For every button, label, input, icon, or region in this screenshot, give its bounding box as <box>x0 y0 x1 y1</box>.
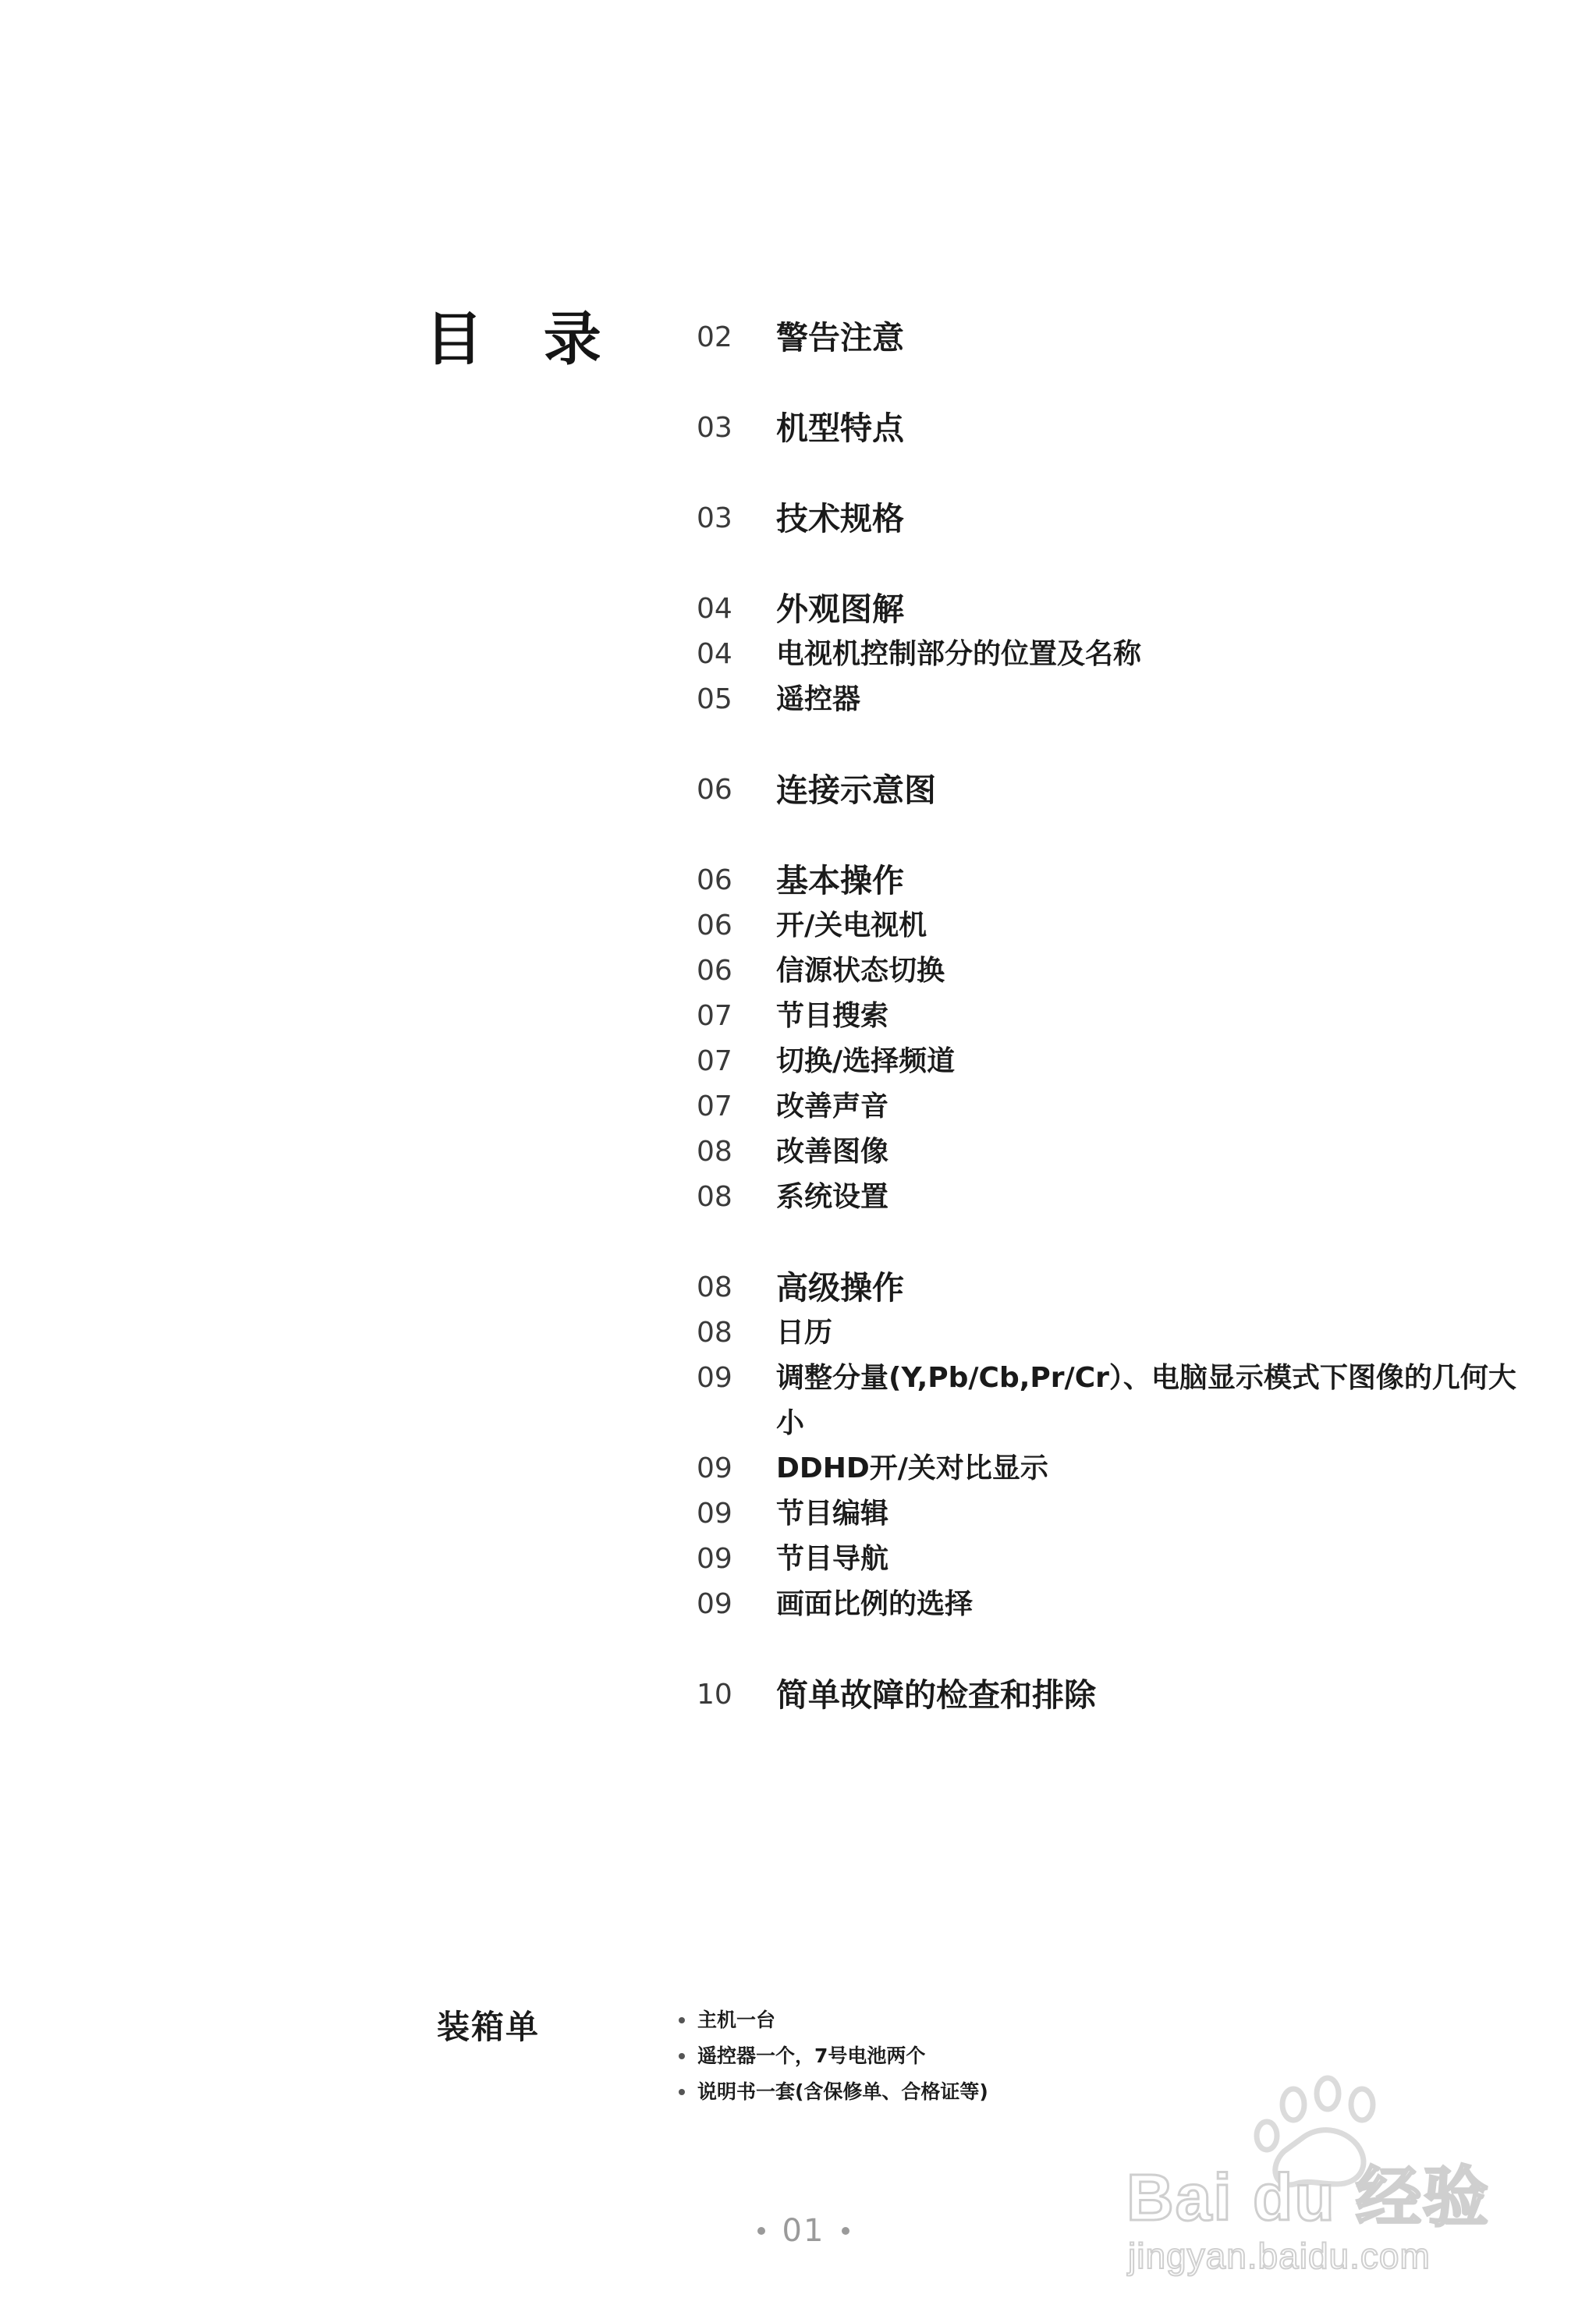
toc-entry-title: 节目导航 <box>776 1543 889 1575</box>
toc-page-number: 02 <box>697 321 732 353</box>
toc-page-number: 06 <box>697 955 732 987</box>
toc-list <box>697 315 1539 1718</box>
toc-entry <box>697 632 1539 677</box>
watermark-brand-text: Bai du 经验 <box>1126 2161 1491 2234</box>
packing-item-text: 说明书一套(含保修单、合格证等) <box>697 2080 988 2103</box>
toc-entry <box>697 1537 1539 1582</box>
toc-page-number: 03 <box>697 502 732 534</box>
toc-entry-title: 外观图解 <box>776 590 904 628</box>
page-footer <box>725 2207 881 2254</box>
toc-page-number: 06 <box>697 864 732 896</box>
toc-entry-title: 日历 <box>776 1317 833 1349</box>
toc-page-number: 05 <box>697 683 732 715</box>
toc-entry-title: 系统设置 <box>776 1181 889 1213</box>
toc-page-number: 03 <box>697 412 732 444</box>
toc-entry-title: 连接示意图 <box>776 771 936 809</box>
toc-heading: 目 录 <box>425 306 622 373</box>
toc-entry <box>697 949 1539 994</box>
toc-entry-title: DDHD开/关对比显示 <box>776 1452 1048 1484</box>
toc-entry <box>697 1084 1539 1129</box>
toc-page-number: 08 <box>697 1317 732 1349</box>
toc-entry-title: 机型特点 <box>776 410 904 447</box>
toc-entry-title: 遥控器 <box>776 683 861 715</box>
toc-page-number: 06 <box>697 774 732 806</box>
toc-entry <box>697 1129 1539 1175</box>
bullet-icon <box>679 2053 685 2059</box>
toc-page-number: 09 <box>697 1498 732 1530</box>
dot-icon <box>757 2227 765 2235</box>
toc-page-number: 09 <box>697 1588 732 1620</box>
toc-entry <box>697 677 1539 722</box>
bullet-icon <box>679 2089 685 2095</box>
toc-page-number: 06 <box>697 910 732 942</box>
bullet-icon <box>679 2017 685 2023</box>
toc-page-number: 09 <box>697 1452 732 1484</box>
toc-entry <box>697 1039 1539 1084</box>
toc-entry <box>697 858 1539 903</box>
packing-item <box>679 2002 988 2038</box>
toc-entry-title: 节目编辑 <box>776 1498 889 1530</box>
toc-entry <box>697 1265 1539 1310</box>
toc-page-number: 08 <box>697 1271 732 1303</box>
toc-entry <box>697 1175 1539 1220</box>
toc-entry-title: 改善图像 <box>776 1136 889 1168</box>
toc-entry <box>697 315 1539 360</box>
toc-entry <box>697 1446 1539 1491</box>
toc-entry <box>697 1310 1539 1356</box>
toc-entry-title: 电视机控制部分的位置及名称 <box>776 638 1142 670</box>
toc-entry <box>697 1582 1539 1627</box>
toc-entry <box>697 1672 1539 1718</box>
toc-entry-title: 画面比例的选择 <box>776 1588 974 1620</box>
toc-entry-title: 简单故障的检查和排除 <box>776 1676 1096 1714</box>
toc-entry-title: 技术规格 <box>776 500 904 537</box>
toc-entry <box>697 496 1539 541</box>
packing-list <box>679 2002 988 2110</box>
toc-page-number: 09 <box>697 1543 732 1575</box>
toc-entry-title: 节目搜索 <box>776 1000 889 1032</box>
toc-entry <box>697 587 1539 632</box>
toc-entry-title: 开/关电视机 <box>776 910 927 942</box>
toc-page-number: 09 <box>697 1362 732 1394</box>
toc-page-number: 04 <box>697 593 732 625</box>
packing-item <box>679 2038 988 2074</box>
page-number: 01 <box>782 2213 825 2249</box>
packing-list-heading: 装箱单 <box>437 2008 541 2046</box>
toc-page-number: 07 <box>697 1000 732 1032</box>
toc-page-number: 07 <box>697 1045 732 1077</box>
toc-entry-title: 基本操作 <box>776 862 904 899</box>
toc-entry-title: 信源状态切换 <box>776 955 945 987</box>
toc-page-number: 10 <box>697 1679 732 1711</box>
dot-icon <box>842 2227 849 2235</box>
packing-item <box>679 2074 988 2110</box>
toc-entry-title: 切换/选择频道 <box>776 1045 956 1077</box>
toc-entry <box>697 406 1539 451</box>
packing-item-text: 主机一台 <box>697 2009 776 2031</box>
toc-entry-title: 警告注意 <box>776 319 904 356</box>
toc-entry-title: 调整分量(Y,Pb/Cb,Pr/Cr）、电脑显示模式下图像的几何大小 <box>776 1362 1516 1439</box>
toc-entry <box>697 768 1539 813</box>
watermark-url-text: jingyan.baidu.com <box>1128 2236 1431 2276</box>
baidu-jingyan-watermark-logo <box>1123 2067 1529 2278</box>
toc-page-number: 07 <box>697 1090 732 1122</box>
toc-entry <box>697 903 1539 949</box>
toc-entry <box>697 1491 1539 1537</box>
packing-item-text: 遥控器一个，7号电池两个 <box>697 2044 926 2067</box>
toc-page-number: 04 <box>697 638 732 670</box>
toc-entry-title: 改善声音 <box>776 1090 889 1122</box>
toc-entry <box>697 1356 1539 1446</box>
toc-page-number: 08 <box>697 1181 732 1213</box>
toc-entry-title: 高级操作 <box>776 1269 904 1307</box>
toc-page-number: 08 <box>697 1136 732 1168</box>
toc-entry <box>697 994 1539 1039</box>
